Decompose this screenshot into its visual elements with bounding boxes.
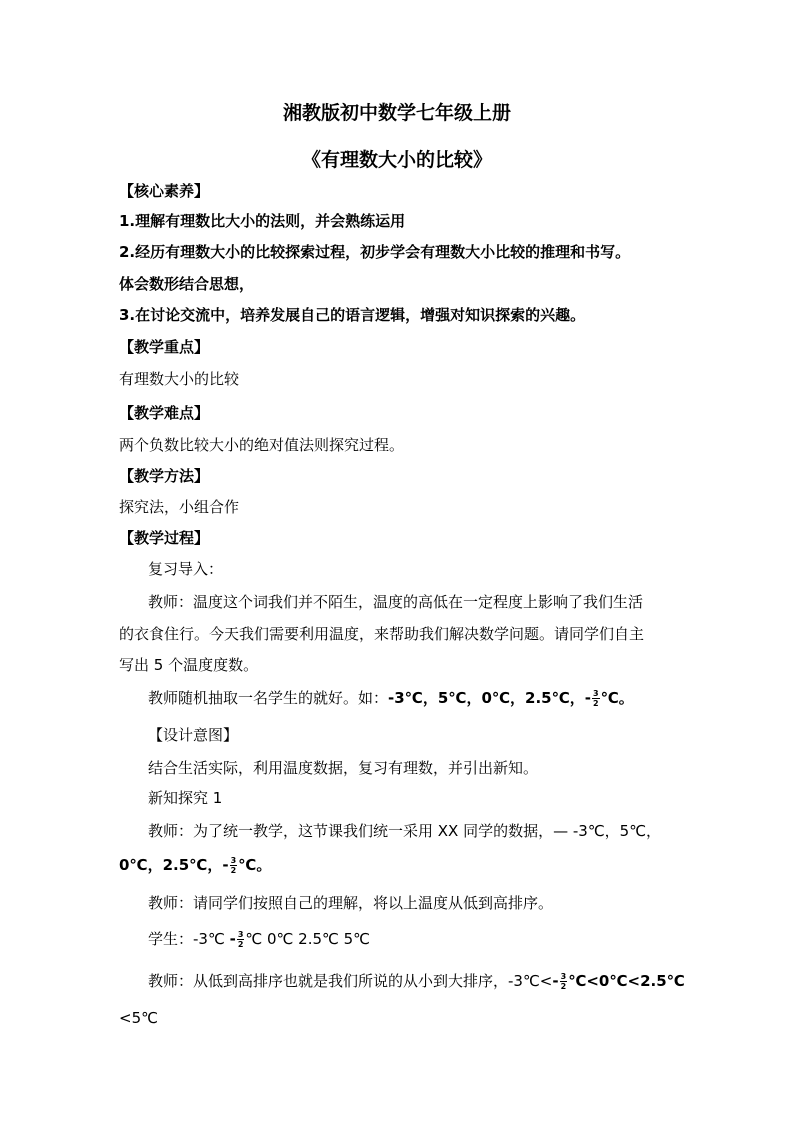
- core-item-3: 3.在讨论交流中，培养发展自己的语言逻辑，增强对知识探索的兴趣。: [119, 306, 586, 324]
- minus-sign: -: [584, 689, 592, 707]
- student-answer-end: ℃ 0℃ 2.5℃ 5℃: [245, 930, 371, 948]
- teacher-paragraph-1c: 写出 5 个温度度数。: [119, 656, 259, 674]
- section-key-heading: 【教学重点】: [119, 338, 210, 356]
- teacher-paragraph-3b: 0℃，2.5℃，- $\frac{3}{2}$ ℃。: [119, 856, 272, 875]
- section-method-heading: 【教学方法】: [119, 467, 210, 485]
- teacher-paragraph-2: [148, 688, 634, 708]
- design-intent-text: 结合生活实际，利用温度数据，复习有理数，并引出新知。: [148, 759, 539, 777]
- teacher-2-text: 教师随机抽取一名学生的就好。如：: [148, 689, 389, 707]
- temperature-values: -3℃，5℃，0℃，2.5℃，: [388, 689, 585, 707]
- teacher-paragraph-5-cont: <5℃: [119, 1009, 158, 1027]
- teacher-paragraph-1a: 教师：温度这个词我们并不陌生，温度的高低在一定程度上影响了我们生活: [148, 593, 644, 611]
- teacher-paragraph-5: 教师：从低到高排序也就是我们所说的从小到大排序，-3℃<- $\frac{3}{2}$ ℃<0℃<2.5℃: [148, 972, 685, 991]
- lesson-title: 《有理数大小的比较》: [301, 149, 492, 171]
- fraction-three-halves: $\frac{3}{2}$: [560, 972, 567, 991]
- teacher-5-end: ℃<0℃<2.5℃: [568, 972, 685, 990]
- fraction-three-halves: $\frac{3}{2}$: [593, 689, 599, 708]
- student-answer: 学生：-3℃ - $\frac{3}{2}$ ℃ 0℃ 2.5℃ 5℃: [148, 930, 371, 949]
- document-title: 湘教版初中数学七年级上册: [282, 102, 511, 124]
- method-text: 探究法，小组合作: [119, 498, 240, 516]
- teacher-paragraph-3a: 教师：为了统一教学，这节课我们统一采用 XX 同学的数据，— -3℃，5℃，: [148, 822, 662, 840]
- core-item-2-cont: 体会数形结合思想，: [119, 275, 255, 293]
- fraction-three-halves: $\frac{3}{2}$: [237, 930, 244, 949]
- temperature-values-2: 0℃，2.5℃，: [119, 856, 223, 874]
- section-core-heading: 【核心素养】: [119, 182, 210, 200]
- design-intent-heading: 【设计意图】: [148, 726, 239, 744]
- teacher-5-text: 教师：从低到高排序也就是我们所说的从小到大排序，-3℃<: [148, 972, 553, 990]
- core-item-1: 1.理解有理数比大小的法则，并会熟练运用: [119, 212, 406, 230]
- fraction-three-halves: $\frac{3}{2}$: [230, 856, 237, 875]
- review-intro: 复习导入：: [148, 560, 224, 578]
- explore-heading: 新知探究 1: [148, 789, 223, 807]
- teacher-paragraph-4: 教师：请同学们按照自己的理解，将以上温度从低到高排序。: [148, 894, 554, 912]
- student-answer-start: 学生：-3℃: [148, 930, 230, 948]
- section-difficulty-heading: 【教学难点】: [119, 404, 210, 422]
- section-process-heading: 【教学过程】: [119, 529, 210, 547]
- teacher-paragraph-1b: 的衣食住行。今天我们需要利用温度，来帮助我们解决数学问题。请同学们自主: [119, 625, 645, 643]
- difficulty-text: 两个负数比较大小的绝对值法则探究过程。: [119, 436, 405, 454]
- key-text: 有理数大小的比较: [119, 370, 240, 388]
- celsius-end: ℃。: [600, 689, 634, 707]
- core-item-2: 2.经历有理数大小的比较探索过程，初步学会有理数大小比较的推理和书写。: [119, 243, 631, 261]
